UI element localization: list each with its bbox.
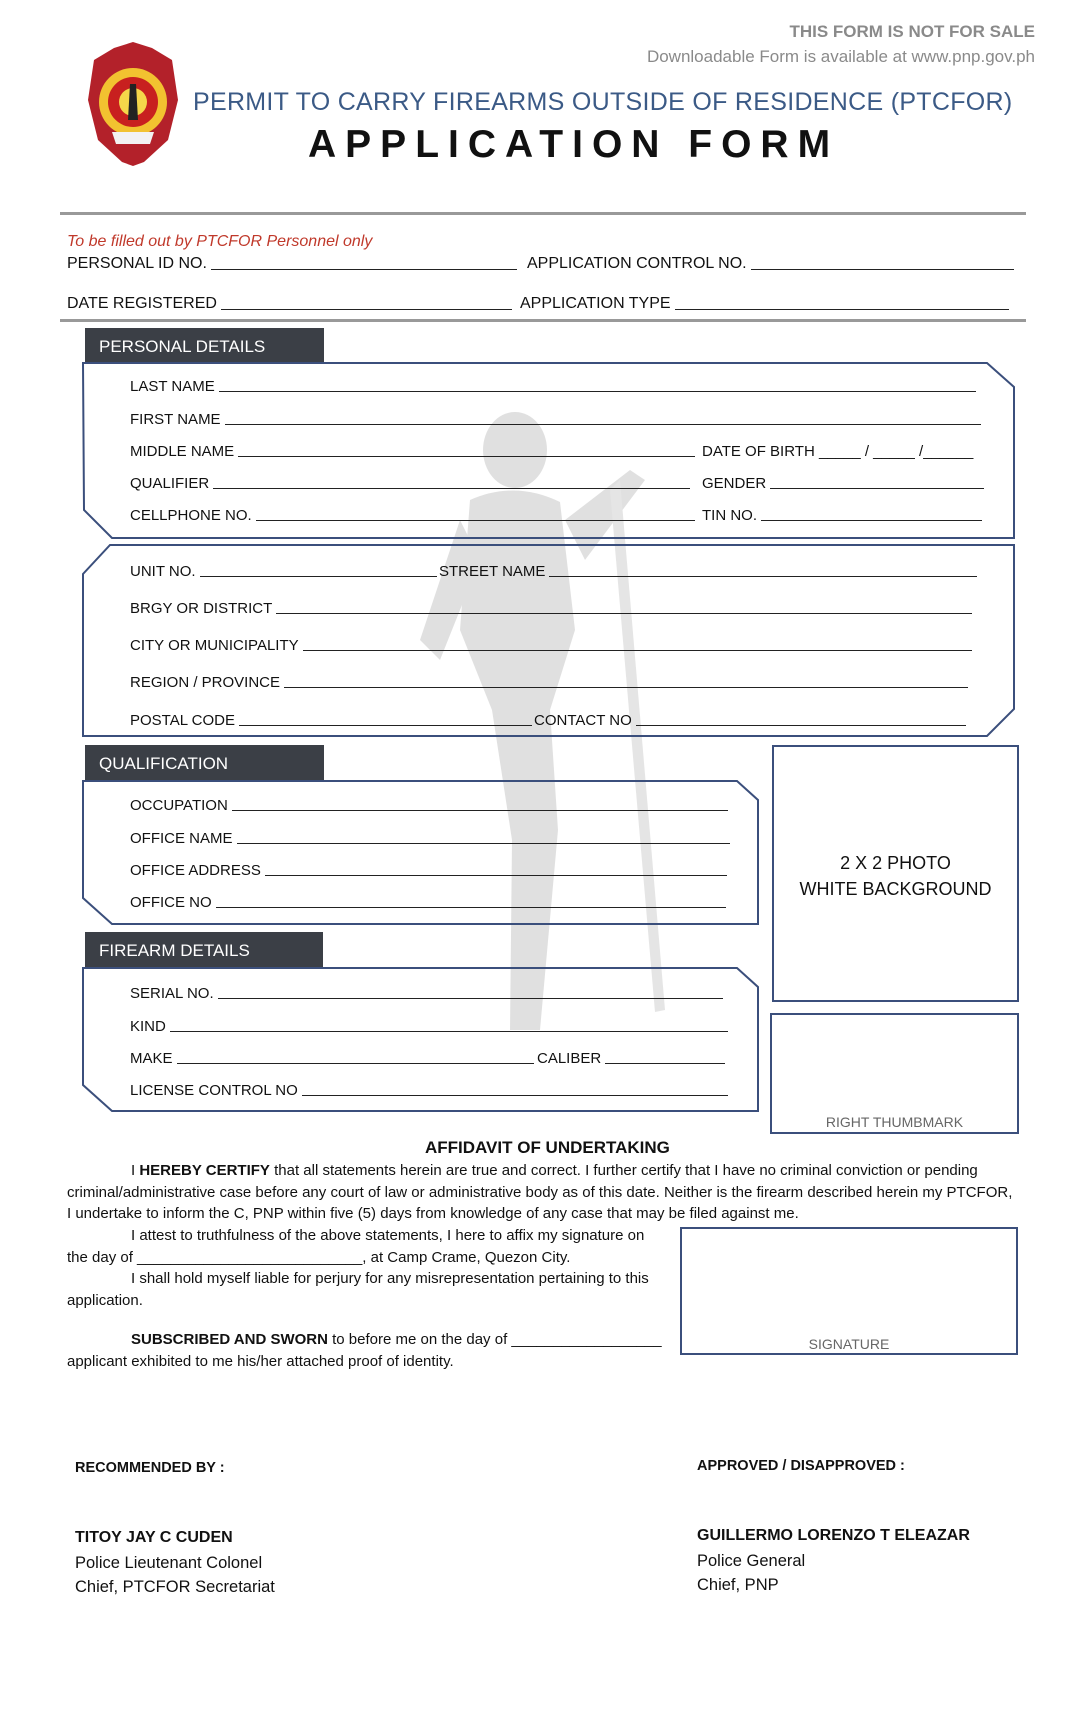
signature-box[interactable]	[680, 1227, 1018, 1355]
recommended-position: Chief, PTCFOR Secretariat	[75, 1578, 275, 1596]
tab-firearm-details: FIREARM DETAILS	[85, 932, 323, 968]
app-control-field[interactable]: APPLICATION CONTROL NO.	[527, 255, 1014, 273]
pnp-seal-logo	[84, 40, 182, 168]
qualifier-field[interactable]: QUALIFIER	[130, 475, 690, 492]
affidavit-paragraph-2: I attest to truthfulness of the above statements, I here to affix my signature on the day of ___________________________, at Camp Crame, Quezon City.	[67, 1227, 645, 1266]
caliber-field[interactable]: CALIBER	[537, 1050, 725, 1067]
make-field[interactable]: MAKE	[130, 1050, 534, 1067]
brgy-field[interactable]: BRGY OR DISTRICT	[130, 600, 972, 617]
occupation-field[interactable]: OCCUPATION	[130, 797, 728, 814]
tab-qualification: QUALIFICATION	[85, 745, 324, 781]
photo-label-2: WHITE BACKGROUND	[799, 879, 992, 899]
approved-rank: Police General	[697, 1552, 806, 1570]
thumbmark-label: RIGHT THUMBMARK	[825, 1114, 964, 1130]
not-for-sale-notice: THIS FORM IS NOT FOR SALE	[789, 22, 1035, 41]
serial-no-field[interactable]: SERIAL NO.	[130, 985, 723, 1002]
office-no-field[interactable]: OFFICE NO	[130, 894, 726, 911]
office-use-divider	[60, 319, 1026, 322]
personal-id-field[interactable]: PERSONAL ID NO.	[67, 255, 517, 273]
affidavit-paragraph-1: I HEREBY CERTIFY that all statements herein are true and correct. I further certify that I have no criminal conviction or pending criminal/administrative case before any court of law or administrative body as of this date. Neither is the firearm described herein my PTCFOR, I undertake to inform the C, PNP within five (5) days from knowledge of any case that may be filed against me.	[67, 1162, 1013, 1222]
contact-no-field[interactable]: CONTACT NO	[534, 712, 966, 729]
tin-field[interactable]: TIN NO.	[702, 507, 982, 524]
approved-position: Chief, PNP	[697, 1576, 779, 1594]
office-use-note: To be filled out by PTCFOR Personnel only	[67, 233, 373, 250]
city-field[interactable]: CITY OR MUNICIPALITY	[130, 637, 972, 654]
affidavit-paragraph-4: SUBSCRIBED AND SWORN to before me on the day of __________________ applicant exhibited to me his/her attached proof of identity.	[67, 1331, 662, 1370]
date-registered-field[interactable]: DATE REGISTERED	[67, 295, 512, 313]
first-name-field[interactable]: FIRST NAME	[130, 411, 981, 428]
affidavit-paragraph-3: I shall hold myself liable for perjury for any misrepresentation pertaining to this application.	[67, 1270, 649, 1309]
kind-field[interactable]: KIND	[130, 1018, 728, 1035]
gender-field[interactable]: GENDER	[702, 475, 984, 492]
recommended-name: TITOY JAY C CUDEN	[75, 1529, 233, 1546]
license-control-field[interactable]: LICENSE CONTROL NO	[130, 1082, 728, 1099]
application-type-field[interactable]: APPLICATION TYPE	[520, 295, 1009, 313]
last-name-field[interactable]: LAST NAME	[130, 378, 976, 395]
approved-label: APPROVED / DISAPPROVED :	[697, 1458, 905, 1474]
header-divider	[60, 212, 1026, 215]
date-of-birth-field[interactable]: DATE OF BIRTH _____ / _____ /______	[702, 443, 974, 460]
recommended-by-label: RECOMMENDED BY :	[75, 1460, 225, 1476]
approved-name: GUILLERMO LORENZO T ELEAZAR	[697, 1527, 970, 1544]
street-name-field[interactable]: STREET NAME	[439, 563, 977, 580]
signature-label: SIGNATURE	[808, 1336, 890, 1352]
dob-blanks: _____ / _____ /______	[818, 443, 974, 460]
unit-no-field[interactable]: UNIT NO.	[130, 563, 437, 580]
tab-personal-details: PERSONAL DETAILS	[85, 328, 324, 364]
office-address-field[interactable]: OFFICE ADDRESS	[130, 862, 727, 879]
region-field[interactable]: REGION / PROVINCE	[130, 674, 968, 691]
recommended-rank: Police Lieutenant Colonel	[75, 1554, 263, 1572]
form-title: APPLICATION FORM	[308, 123, 840, 166]
middle-name-field[interactable]: MIDDLE NAME	[130, 443, 695, 460]
photo-label-1: 2 X 2 PHOTO	[840, 853, 951, 873]
thumbmark-box[interactable]	[770, 1013, 1019, 1134]
postal-code-field[interactable]: POSTAL CODE	[130, 712, 532, 729]
form-subtitle: PERMIT TO CARRY FIREARMS OUTSIDE OF RESIDENCE (PTCFOR)	[193, 88, 1013, 116]
cellphone-field[interactable]: CELLPHONE NO.	[130, 507, 695, 524]
download-note: Downloadable Form is available at www.pnp.gov.ph	[646, 47, 1035, 66]
photo-box[interactable]	[772, 745, 1019, 1002]
office-name-field[interactable]: OFFICE NAME	[130, 830, 730, 847]
affidavit-title: AFFIDAVIT OF UNDERTAKING	[425, 1138, 670, 1157]
